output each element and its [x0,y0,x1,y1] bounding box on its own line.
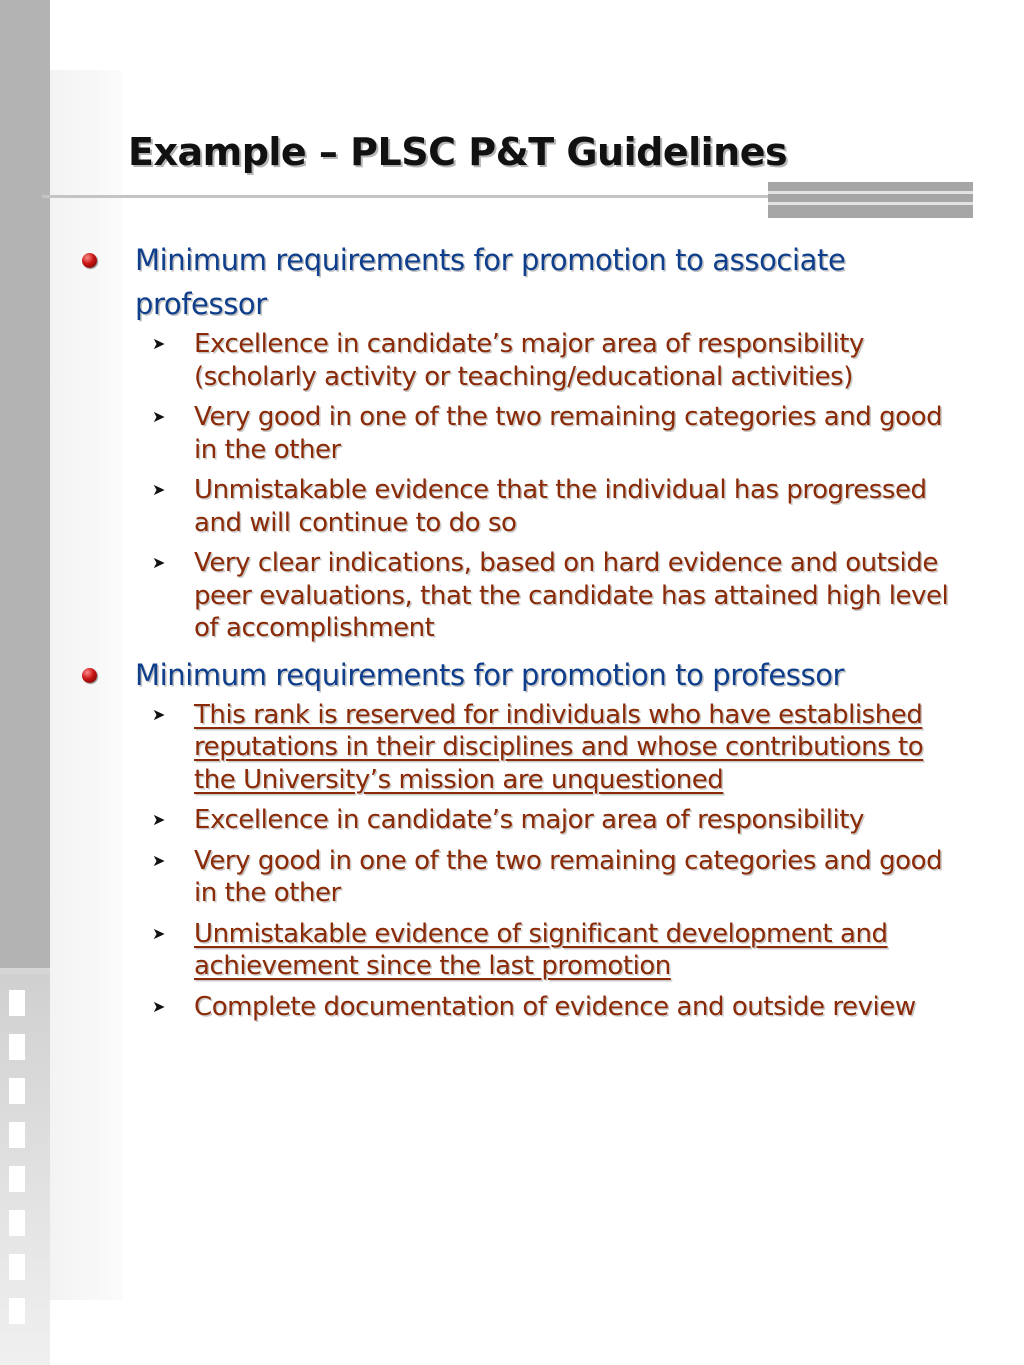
slide-title: Example – PLSC P&T Guidelines [128,130,788,174]
decor-square [9,1166,25,1192]
left-gray-bar [0,0,50,968]
arrowhead-bullet-icon: ➤ [152,996,165,1016]
corner-stripe [768,202,973,205]
corner-stripe-block [768,182,973,218]
arrowhead-bullet-icon: ➤ [152,407,165,426]
red-ball-bullet-icon [82,668,97,683]
list-item-text: Unmistakable evidence that the individual has progressed and will continue to do so [194,475,927,538]
arrowhead-bullet-icon: ➤ [152,923,165,943]
decor-square [9,1210,25,1236]
slide-content [82,238,962,1031]
arrowhead-bullet-icon: ➤ [152,704,165,724]
decor-square [9,990,25,1016]
sub-bullet-list [82,328,962,645]
list-item [82,699,962,797]
arrowhead-bullet-icon: ➤ [152,553,165,572]
list-item [82,991,962,1024]
decor-square [9,1298,25,1324]
list-item [82,918,962,983]
list-item-text: Complete documentation of evidence and outside review [194,991,916,1022]
list-item-text: Very clear indications, based on hard evidence and outside peer evaluations, that the candidate has attained high level of accomplishment [194,548,949,643]
list-item-text: Excellence in candidate’s major area of responsibility (scholarly activity or teaching/educational activities) [194,329,864,392]
arrowhead-bullet-icon: ➤ [152,480,165,499]
list-item-text: Very good in one of the two remaining categories and good in the other [194,402,943,465]
list-item [82,804,962,837]
decor-square [9,1078,25,1104]
list-item [82,547,962,645]
sub-bullet-list [82,699,962,1024]
arrowhead-bullet-icon: ➤ [152,334,165,353]
level1-bullet [82,238,962,326]
decor-square [9,1034,25,1060]
red-ball-bullet-icon [82,253,97,268]
lower-left-gradient [0,974,50,1365]
list-item [82,328,962,393]
corner-stripe [768,191,973,194]
list-item-text: Excellence in candidate’s major area of responsibility [194,805,864,835]
arrowhead-bullet-icon: ➤ [152,850,165,870]
list-item-text-underlined: Unmistakable evidence of significant development and achievement since the last promotion [194,918,888,981]
level1-heading: Minimum requirements for promotion to professor [135,657,845,692]
section-associate-professor [82,238,962,645]
list-item-text-underlined: This rank is reserved for individuals who have established reputations in their disciplines and whose contributions to the University’s mission are unquestioned [194,699,924,795]
level1-bullet [82,653,962,697]
level1-heading: Minimum requirements for promotion to associate professor [135,243,846,321]
list-item-text: Very good in one of the two remaining categories and good in the other [194,845,943,908]
list-item [82,474,962,539]
decor-square [9,1254,25,1280]
list-item [82,845,962,910]
list-item [82,401,962,466]
section-professor [82,653,962,1024]
arrowhead-bullet-icon: ➤ [152,810,165,829]
decor-square [9,1122,25,1148]
